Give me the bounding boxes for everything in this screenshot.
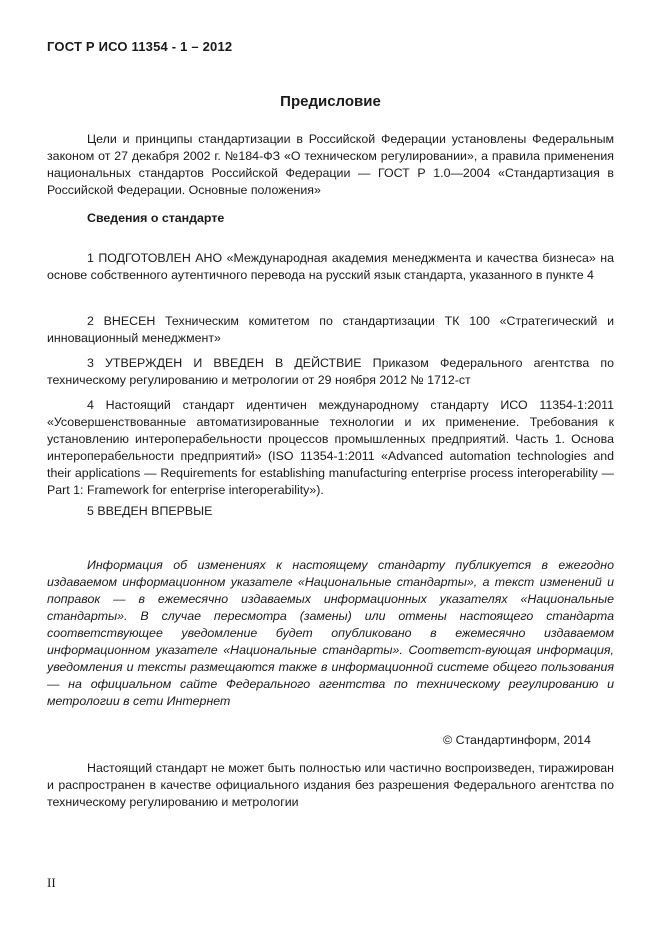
copyright: © Стандартинформ, 2014	[443, 733, 591, 747]
subheading: Сведения о стандарте	[87, 211, 225, 225]
standard-code-header: ГОСТ Р ИСО 11354 - 1 – 2012	[47, 39, 233, 54]
item-3: 3 УТВЕРЖДЕН И ВВЕДЕН В ДЕЙСТВИЕ Приказом Федерального агентства по техническому регулированию и метрологии от 29 ноября 2012 № 1712-ст	[47, 356, 614, 387]
page-title: Предисловие	[280, 93, 381, 110]
item-4: 4 Настоящий стандарт идентичен международному стандарту ИСО 11354-1:2011 «Усовершенствованные автоматизированные технологии и их применение. Требования к установлению интероперабельности процессов промышленных предприятий. Часть 1. Основа интероперабельности предприятий» (ISO 11354-1:2011 «Advanced automation technologies and their applications — Requirements for establishing manufacturing enterprise process interoperability — Part 1: Framework for enterprise interoperability»).	[47, 398, 614, 497]
item-1: 1 ПОДГОТОВЛЕН АНО «Международная академия менеджмента и качества бизнеса» на основе собственного аутентичного перевода на русский язык стандарта, указанного в пункте 4	[47, 251, 614, 282]
item-2: 2 ВНЕСЕН Техническим комитетом по стандартизации ТК 100 «Стратегический и инновационный менеджмент»	[47, 314, 614, 345]
intro-paragraph: Цели и принципы стандартизации в Российской Федерации установлены Федеральным законом от 27 декабря 2002 г. №184-ФЗ «О техническом регулировании», а правила применения национальных стандартов Российской Федерации — ГОСТ Р 1.0—2004 «Стандартизация в Российской Федерации. Основные положения»	[47, 132, 614, 197]
item-5: 5 ВВЕДЕН ВПЕРВЫЕ	[87, 504, 213, 518]
info-notice: Информация об изменениях к настоящему стандарту публикуется в ежегодно издаваемом информационном указателе «Национальные стандарты», а текст изменений и поправок — в ежемесячно издаваемых информационных указателях «Национальные стандарты». В случае пересмотра (замены) или отмены настоящего стандарта соответствующее уведомление будет опубликовано в ежемесячно издаваемом информационном указателе «Национальные стандарты». Соответст-вующая информация, уведомления и тексты размещаются также в информационной системе общего пользования — на официальном сайте Федерального агентства по техническому регулированию и метрологии в сети Интернет	[47, 558, 614, 708]
page-number: II	[47, 875, 56, 890]
reproduction-notice: Настоящий стандарт не может быть полностью или частично воспроизведен, тиражирован и распространен в качестве официального издания без разрешения Федерального агентства по техническому регулированию и метрологии	[47, 761, 614, 809]
